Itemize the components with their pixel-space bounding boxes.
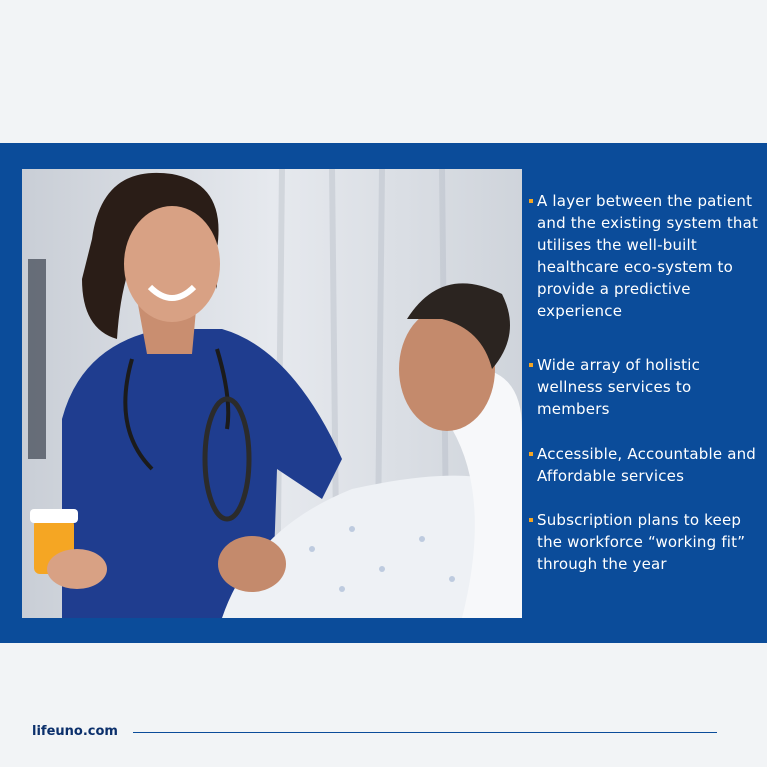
nurse-patient-photo bbox=[22, 169, 522, 618]
bullet-marker-icon bbox=[529, 518, 533, 522]
footer-divider bbox=[133, 732, 717, 733]
website-link[interactable]: lifeuno.com bbox=[32, 724, 118, 739]
list-item bbox=[527, 509, 763, 575]
list-item bbox=[527, 354, 763, 420]
photo-illustration bbox=[22, 169, 522, 618]
list-item-text: Accessible, Accountable and Affordable services bbox=[537, 445, 757, 485]
bullet-marker-icon bbox=[529, 199, 533, 203]
list-item bbox=[527, 190, 763, 322]
list-item-text: A layer between the patient and the existing system that utilises the well-built healthcare eco-system to provide a predictive experience bbox=[537, 192, 759, 320]
list-item bbox=[527, 443, 763, 487]
list-item-text: Subscription plans to keep the workforce “working fit” through the year bbox=[537, 511, 746, 573]
list-item-text: Wide array of holistic wellness services to members bbox=[537, 356, 701, 418]
bullet-marker-icon bbox=[529, 452, 533, 456]
bullet-marker-icon bbox=[529, 363, 533, 367]
